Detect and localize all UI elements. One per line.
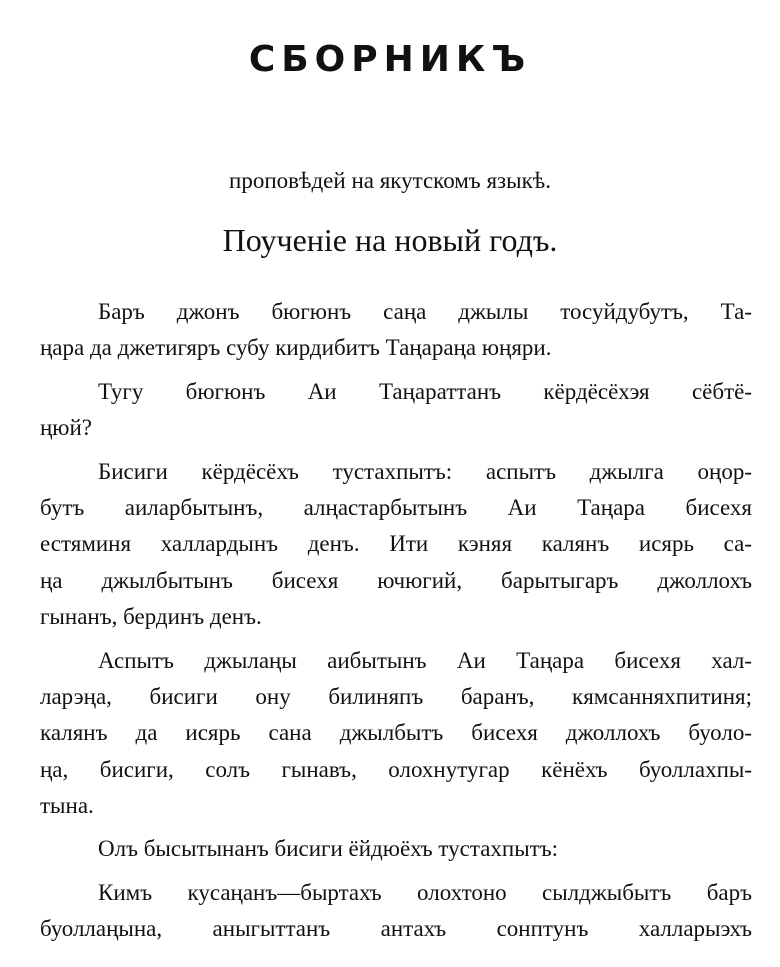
text-line: ңа, бисиги, солъ гынавъ, олохнутугар кёнёхъ буоллахпы- — [40, 756, 752, 782]
text-line: калянъ да исярь сана джылбытъ бисехя джоллохъ буоло- — [40, 720, 752, 746]
text-line: ңара да джетигяръ субу кирдибитъ Таңараңа юңяри. — [40, 335, 552, 361]
text-line: естяминя халлардынъ денъ. Ити кэняя калянъ исярь са- — [40, 531, 752, 557]
text-line: Баръ джонъ бюгюнъ саңа джылы тосуйдубутъ, Та- — [98, 299, 752, 324]
document-title: СБОРНИКЪ — [248, 39, 532, 80]
document-subtitle: проповѣдей на якутскомъ языкѣ. — [229, 168, 551, 193]
paragraph — [40, 643, 752, 825]
text-line: бутъ аиларбытынъ, алңастарбытынъ Аи Таңара бисехя — [40, 494, 752, 520]
text-line: Бисиги кёрдёсёхъ тустахпытъ: аспытъ джылга оңор- — [98, 458, 752, 484]
text-line: Олъ бысытынанъ бисиги ёйдюёхъ тустахпытъ: — [98, 836, 559, 862]
text-line: Тугу бюгюнъ Аи Таңараттанъ кёрдёсёхэя сёбтё- — [98, 378, 752, 404]
paragraph — [40, 831, 752, 867]
paragraph — [40, 454, 752, 636]
text-line: Аспытъ джылаңы аибытынъ Аи Таңара бисехя хал- — [98, 647, 752, 673]
text-line: буоллаңына, аныгыттанъ антахъ сонптунъ халларыэхъ — [40, 916, 752, 942]
sermon-heading: Поученіе на новый годъ. — [222, 222, 558, 258]
paragraph — [40, 294, 752, 367]
text-line: ңа джылбытынъ бисехя ючюгий, барытыгаръ джоллохъ — [40, 567, 752, 593]
text-line: ңюй? — [40, 415, 93, 441]
body-text — [40, 294, 752, 948]
paragraph — [40, 875, 752, 948]
text-line: ларэңа, бисиги ону билиняпъ баранъ, кямсанняхпитиня; — [40, 683, 752, 709]
text-line: тына. — [40, 793, 94, 819]
text-line: Кимъ кусаңанъ—быртахъ олохтоно сылджыбытъ баръ — [98, 879, 752, 905]
paragraph — [40, 374, 752, 447]
text-line: гынанъ, бердинъ денъ. — [40, 604, 262, 630]
